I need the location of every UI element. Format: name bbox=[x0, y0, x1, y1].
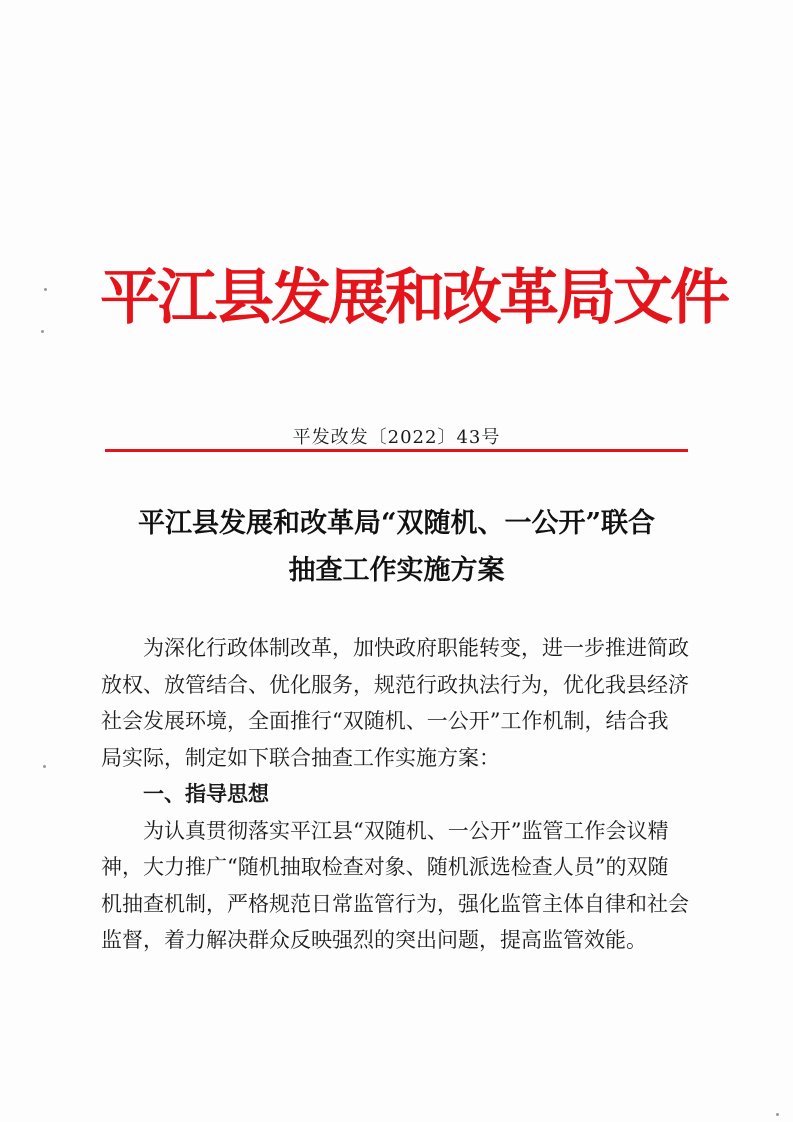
paragraph-2-line-3: 机抽查机制，严格规范日常监管行为，强化监管主体自律和社会 bbox=[101, 891, 689, 916]
paragraph-2-line-4: 监督，着力解决群众反映强烈的突出问题，提高监管效能。 bbox=[101, 928, 647, 952]
scan-speck bbox=[44, 288, 47, 291]
paragraph-1-line-1: 为深化行政体制改革，加快政府职能转变，进一步推进简政 bbox=[143, 636, 689, 660]
document-title-line-1: 平江县发展和改革局“双随机、一公开”联合 bbox=[137, 508, 656, 539]
paragraph-2-line-1: 为认真贯彻落实平江县“双随机、一公开”监管工作会议精 bbox=[143, 818, 669, 843]
scan-speck bbox=[776, 1113, 779, 1116]
header-red-rule bbox=[105, 449, 688, 452]
scan-speck bbox=[43, 765, 46, 768]
document-title bbox=[0, 500, 793, 594]
document-number: 平发改发〔2022〕43号 bbox=[292, 427, 501, 448]
section-1-heading: 一、指导思想 bbox=[143, 782, 269, 806]
document-body bbox=[101, 630, 693, 959]
paragraph-1-line-3: 社会发展环境，全面推行“双随机、一公开”工作机制，结合我 bbox=[101, 709, 669, 733]
paragraph-1-line-2: 放权、放管结合、优化服务，规范行政执法行为，优化我县经济 bbox=[101, 672, 689, 697]
document-title-line-2: 抽查工作实施方案 bbox=[288, 555, 505, 586]
document-header-title: 平江县发展和改革局文件 bbox=[100, 263, 727, 333]
paragraph-1-line-4: 局实际，制定如下联合抽查工作实施方案： bbox=[101, 745, 500, 770]
scan-speck bbox=[41, 330, 44, 333]
paragraph-2-line-2: 神，大力推广“随机抽取检查对象、随机派选检查人员”的双随 bbox=[101, 855, 669, 879]
